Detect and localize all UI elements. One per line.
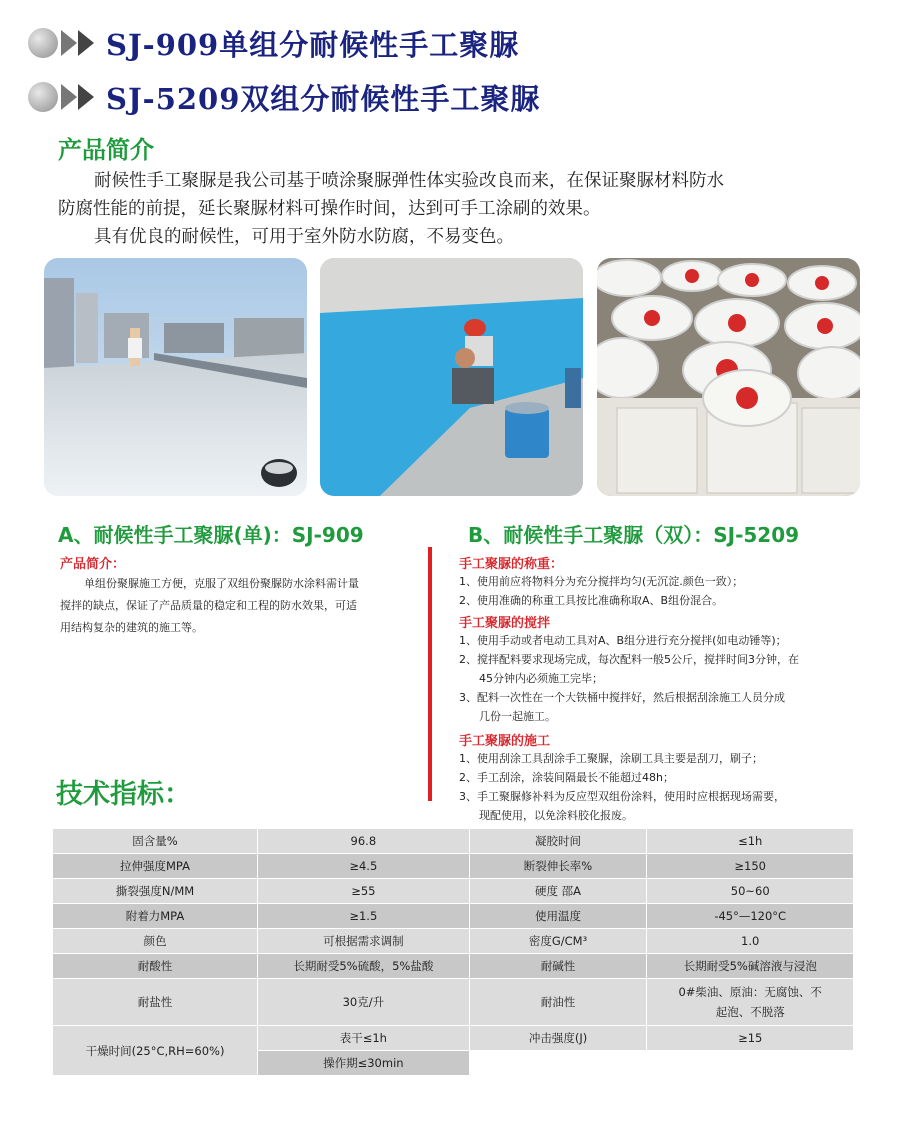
spec-value: ≥15: [647, 1026, 854, 1051]
spec-table: [52, 828, 854, 1076]
spec-label: 拉伸强度MPA: [53, 854, 258, 879]
spec-value: 50~60: [647, 879, 854, 904]
spec-label: 撕裂强度N/MM: [53, 879, 258, 904]
apply-item: 3、手工聚脲修补料为反应型双组份涂料，使用时应根据现场需要，: [459, 790, 785, 803]
mix-item: 45分钟内必须施工完毕；: [479, 672, 603, 685]
table-row: [53, 829, 854, 854]
table-row: [53, 904, 854, 929]
spec-label: 耐盐性: [53, 979, 258, 1026]
table-row: [53, 854, 854, 879]
title-bullet-icon: [28, 26, 106, 60]
spec-value: 长期耐受5%碱溶液与浸泡: [647, 954, 854, 979]
weigh-item: 2、使用准确的称重工具按比准确称取A、B组份混合。: [459, 594, 724, 607]
empty-cell: [647, 1051, 854, 1076]
spec-value: 1.0: [647, 929, 854, 954]
mix-item: 1、使用手动或者电动工具对A、B组分进行充分搅拌(如电动锤等)；: [459, 634, 787, 647]
spec-value: -45°—120°C: [647, 904, 854, 929]
mix-title: 手工聚脲的搅拌: [459, 616, 551, 631]
spec-value: ≥150: [647, 854, 854, 879]
section-b-body: [459, 553, 869, 825]
product-title-2: SJ-5209双组分耐候性手工聚脲: [106, 81, 541, 116]
spec-label: 附着力MPA: [53, 904, 258, 929]
title-row-1: [28, 21, 519, 65]
spec-label: 固含量%: [53, 829, 258, 854]
spec-value: ≥55: [258, 879, 470, 904]
section-b-heading: B、耐候性手工聚脲（双）：SJ-5209: [468, 523, 800, 547]
mix-item: 2、搅拌配料要求现场完成，每次配料一般5公斤，搅拌时间3分钟，在: [459, 653, 799, 666]
intro-para-1-line-2: 防腐性能的前提，延长聚脲材料可操作时间，达到可手工涂刷的效果。: [58, 199, 601, 219]
intro-heading: 产品简介: [58, 136, 154, 164]
spec-label: 颜色: [53, 929, 258, 954]
blue-coating-photo: [320, 258, 583, 496]
spec-value: [647, 979, 854, 1026]
apply-item: 现配使用，以免涂料胶化报废。: [479, 809, 633, 822]
weigh-item: 1、使用前应将物料分为充分搅拌均匀(无沉淀.颜色一致）；: [459, 575, 744, 588]
spec-label: 硬度 邵A: [469, 879, 647, 904]
table-row: [53, 1026, 854, 1051]
table-row: [53, 979, 854, 1026]
mix-item: 3、配料一次性在一个大铁桶中搅拌好，然后根据刮涂施工人员分成: [459, 691, 785, 704]
spec-value: ≤1h: [647, 829, 854, 854]
rooftop-photo: [44, 258, 307, 496]
apply-item: 2、手工刮涂，涂装间隔最长不能超过48h；: [459, 771, 674, 784]
tech-heading: 技术指标：: [56, 779, 191, 810]
spec-label: 冲击强度(J): [469, 1026, 647, 1051]
intro-para-1-line-1: 耐候性手工聚脲是我公司基于喷涂聚脲弹性体实验改良而来，在保证聚脲材料防水: [94, 171, 724, 191]
section-a-line: 搅拌的缺点，保证了产品质量的稳定和工程的防水效果，可适: [60, 599, 357, 612]
weigh-title: 手工聚脲的称重：: [459, 557, 564, 572]
section-a-heading: A、耐候性手工聚脲(单)：SJ-909: [58, 523, 364, 547]
section-divider: [428, 547, 432, 801]
spec-value-line: 起泡、不脱落: [715, 1005, 785, 1019]
table-row: [53, 879, 854, 904]
spec-value: 96.8: [258, 829, 470, 854]
spec-label: 干燥时间(25°C,RH=60%): [53, 1026, 258, 1076]
spec-label: 断裂伸长率%: [469, 854, 647, 879]
spec-label: 凝胶时间: [469, 829, 647, 854]
spec-value: ≥1.5: [258, 904, 470, 929]
spec-label: 密度G/CM³: [469, 929, 647, 954]
spec-value: 可根据需求调制: [258, 929, 470, 954]
section-a-text: [60, 574, 420, 637]
section-a-line: 单组份聚脲施工方便，克服了双组份聚脲防水涂料需计量: [84, 577, 359, 590]
spec-value-line: 0#柴油、原油：无腐蚀、不: [678, 985, 822, 999]
spec-label: 耐碱性: [469, 954, 647, 979]
mix-item: 几份一起施工。: [479, 710, 556, 723]
product-title-1: SJ-909单组分耐候性手工聚脲: [106, 27, 520, 62]
spec-label: 耐油性: [469, 979, 647, 1026]
title-row-2: [28, 75, 540, 119]
spec-value: 长期耐受5%硫酸，5%盐酸: [258, 954, 470, 979]
paint-buckets-photo: [597, 258, 860, 496]
title-bullet-icon: [28, 80, 106, 114]
spec-value: ≥4.5: [258, 854, 470, 879]
spec-value: 操作期≤30min: [258, 1051, 470, 1076]
apply-title: 手工聚脲的施工: [459, 734, 551, 749]
table-row: [53, 954, 854, 979]
section-a-subheading: 产品简介：: [60, 557, 126, 572]
spec-label: 使用温度: [469, 904, 647, 929]
intro-para-2: 具有优良的耐候性，可用于室外防水防腐，不易变色。: [94, 227, 514, 247]
section-a-line: 用结构复杂的建筑的施工等。: [60, 621, 203, 634]
empty-cell: [469, 1051, 647, 1076]
table-row: [53, 929, 854, 954]
spec-value: 表干≤1h: [258, 1026, 470, 1051]
apply-item: 1、使用刮涂工具刮涂手工聚脲，涂刷工具主要是刮刀，刷子；: [459, 752, 763, 765]
spec-value: 30克/升: [258, 979, 470, 1026]
spec-label: 耐酸性: [53, 954, 258, 979]
